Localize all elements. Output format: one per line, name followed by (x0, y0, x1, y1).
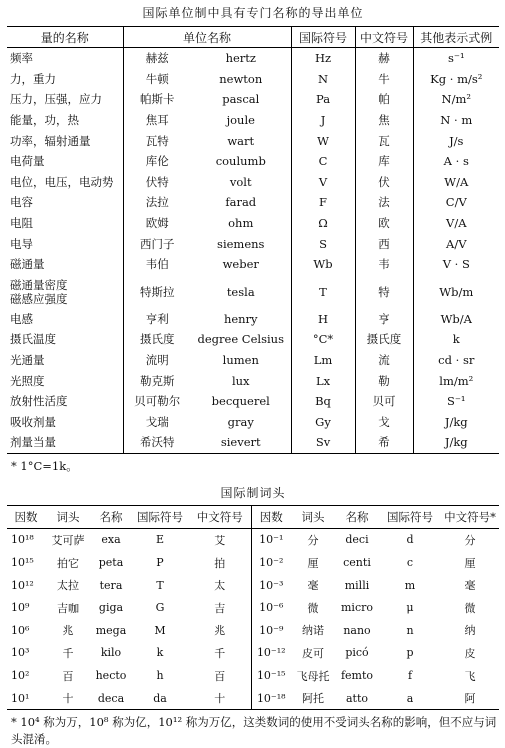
cn-symbol: 勒 (355, 370, 413, 391)
intl-symbol: Wb (291, 254, 355, 275)
header-unit-name: 单位名称 (123, 27, 291, 48)
other-expression: N · m (413, 110, 499, 131)
prefix-factor: 10⁻¹² (251, 642, 291, 665)
unit-name-cn: 瓦特 (123, 130, 191, 151)
prefix-prefix: 皮可 (302, 646, 324, 660)
intl-symbol: Hz (291, 48, 355, 69)
cn-symbol: 欧 (355, 213, 413, 234)
derived-unit-row (7, 391, 499, 412)
cn-symbol: 赫 (355, 48, 413, 69)
prefix-row (7, 574, 499, 597)
prefix-header-name: 名称 (335, 505, 379, 528)
prefix-name: kilo (100, 646, 122, 660)
prefix-prefix: 千 (62, 646, 74, 660)
quantity-name-line: 磁通量密度 (10, 277, 68, 292)
derived-units-table (7, 26, 499, 454)
derived-unit-row (7, 412, 499, 433)
derived-units-header-row (7, 27, 499, 48)
prefix-intl-symbol: P (156, 556, 164, 570)
prefix-header-intl-symbol: 国际符号 (379, 505, 441, 528)
unit-name-en: farad (225, 195, 257, 210)
unit-name-cn: 勒克斯 (123, 370, 191, 391)
prefix-header-name: 名称 (91, 505, 131, 528)
intl-symbol: W (291, 130, 355, 151)
prefix-cn-symbol: 纳 (464, 624, 476, 638)
prefix-prefix: 厘 (307, 556, 319, 570)
prefix-factor: 10⁻¹⁵ (251, 664, 291, 687)
unit-name-en: weber (222, 257, 259, 272)
intl-symbol: Gy (291, 412, 355, 433)
unit-name-cn: 焦耳 (123, 110, 191, 131)
prefix-row (7, 528, 499, 551)
intl-symbol: F (291, 192, 355, 213)
prefix-factor: 10¹ (11, 691, 30, 705)
prefix-cn-symbol: 兆 (214, 624, 226, 638)
cn-symbol: 西 (355, 233, 413, 254)
quantity-name: 电容 (10, 195, 33, 210)
intl-symbol: N (291, 69, 355, 90)
prefix-cn-symbol: 太 (214, 579, 226, 593)
prefix-intl-symbol: h (156, 669, 164, 683)
prefix-intl-symbol: n (406, 623, 414, 637)
prefix-prefix: 微 (307, 601, 319, 615)
intl-symbol: Ω (291, 213, 355, 234)
prefix-intl-symbol: a (406, 691, 414, 705)
quantity-name: 电感 (10, 311, 33, 326)
cn-symbol: 韦 (355, 254, 413, 275)
derived-unit-row (7, 254, 499, 275)
derived-unit-row (7, 151, 499, 172)
prefix-prefix: 毫 (307, 579, 319, 593)
quantity-name: 功率，辐射通量 (10, 133, 91, 148)
prefix-factor: 10⁶ (11, 623, 30, 637)
header-quantity-name: 量的名称 (7, 27, 123, 48)
prefix-row (7, 619, 499, 642)
other-expression: J/kg (413, 412, 499, 433)
other-expression: cd · sr (413, 350, 499, 371)
prefix-factor: 10⁻¹ (251, 528, 291, 551)
quantity-name: 电位，电压，电动势 (10, 174, 114, 189)
prefix-header-factor: 因数 (251, 505, 291, 528)
prefix-prefix: 分 (307, 533, 319, 547)
unit-name-cn: 库伦 (123, 151, 191, 172)
unit-name-cn: 戈瑞 (123, 412, 191, 433)
prefix-intl-symbol: da (153, 691, 167, 705)
header-other-expression: 其他表示式例 (413, 27, 499, 48)
unit-name-en: newton (219, 71, 263, 86)
prefix-intl-symbol: c (406, 556, 414, 570)
prefix-name: exa (101, 533, 121, 547)
unit-name-cn: 赫兹 (123, 48, 191, 69)
other-expression: N/m² (413, 89, 499, 110)
quantity-name: 力，重力 (10, 71, 56, 86)
prefix-intl-symbol: T (156, 578, 164, 592)
unit-name-en: henry (223, 311, 258, 326)
intl-symbol: J (291, 110, 355, 131)
prefix-prefix: 拍它 (57, 556, 79, 570)
cn-symbol: 法 (355, 192, 413, 213)
other-expression: S⁻¹ (413, 391, 499, 412)
prefix-header-cn-symbol: 中文符号 (189, 505, 251, 528)
unit-name-en: becquerel (211, 394, 270, 409)
other-expression: Wb/A (413, 309, 499, 330)
quantity-name: 放射性活度 (10, 394, 68, 409)
quantity-name: 磁通量 (10, 257, 45, 272)
derived-unit-row (7, 432, 499, 453)
quantity-name: 电荷量 (10, 154, 45, 169)
prefix-cn-symbol: 拍 (214, 556, 226, 570)
unit-name-cn: 帕斯卡 (123, 89, 191, 110)
prefix-prefix: 纳诺 (302, 624, 324, 638)
other-expression: Kg · m/s² (413, 69, 499, 90)
prefix-intl-symbol: m (404, 578, 416, 592)
prefix-name: picó (345, 646, 369, 660)
intl-symbol: T (291, 275, 355, 309)
prefix-header-cn-symbol: 中文符号* (441, 505, 499, 528)
prefix-row (7, 551, 499, 574)
other-expression: A · s (413, 151, 499, 172)
prefix-intl-symbol: E (155, 533, 165, 547)
derived-unit-row (7, 370, 499, 391)
unit-name-en: siemens (217, 236, 265, 251)
unit-name-en: hertz (225, 51, 256, 66)
prefix-cn-symbol: 吉 (214, 601, 226, 615)
prefix-cn-symbol: 毫 (464, 579, 476, 593)
prefix-prefix: 十 (62, 692, 74, 706)
prefix-factor: 10⁻² (251, 551, 291, 574)
derived-unit-row (7, 233, 499, 254)
intl-symbol: Lx (291, 370, 355, 391)
prefix-name: atto (345, 691, 369, 705)
prefix-name: nano (343, 623, 371, 637)
prefix-header-factor: 因数 (7, 505, 45, 528)
prefix-prefix: 飞母托 (296, 669, 330, 683)
other-expression: C/V (413, 192, 499, 213)
intl-symbol: °C* (291, 329, 355, 350)
prefix-cn-symbol: 艾 (214, 533, 226, 547)
prefix-prefix: 兆 (62, 624, 74, 638)
cn-symbol: 牛 (355, 69, 413, 90)
quantity-name: 摄氏温度 (10, 332, 56, 347)
prefix-intl-symbol: k (156, 646, 164, 660)
other-expression: Wb/m (413, 275, 499, 309)
prefix-cn-symbol: 皮 (464, 646, 476, 660)
prefix-name: femto (340, 669, 374, 683)
prefix-cn-symbol: 阿 (464, 692, 476, 706)
derived-unit-row (7, 48, 499, 69)
prefix-factor: 10⁻¹⁸ (251, 687, 291, 710)
other-expression: V/A (413, 213, 499, 234)
unit-name-en: lumen (222, 353, 259, 368)
quantity-name: 光照度 (10, 373, 45, 388)
quantity-name: 光通量 (10, 353, 45, 368)
unit-name-cn: 西门子 (123, 233, 191, 254)
cn-symbol: 戈 (355, 412, 413, 433)
prefix-prefix: 吉咖 (57, 601, 79, 615)
prefix-factor: 10¹² (11, 578, 34, 592)
quantity-name: 压力，压强，应力 (10, 92, 102, 107)
intl-symbol: Sv (291, 432, 355, 453)
unit-name-cn: 韦伯 (123, 254, 191, 275)
prefix-prefix: 百 (62, 669, 74, 683)
intl-symbol: V (291, 172, 355, 193)
prefix-name: tera (99, 578, 123, 592)
unit-name-en: volt (229, 174, 252, 189)
prefix-row (7, 687, 499, 710)
intl-symbol: Lm (291, 350, 355, 371)
quantity-name: 能量，功，热 (10, 113, 79, 128)
unit-name-en: lux (231, 373, 250, 388)
document-page (7, 4, 499, 748)
prefixes-table (7, 505, 499, 711)
cn-symbol: 帕 (355, 89, 413, 110)
other-expression: W/A (413, 172, 499, 193)
unit-name-en: joule (226, 113, 255, 128)
header-cn-symbol: 中文符号 (355, 27, 413, 48)
quantity-name: 剂量当量 (10, 435, 56, 450)
quantity-name (7, 275, 123, 309)
unit-name-cn: 牛顿 (123, 69, 191, 90)
unit-name-cn: 欧姆 (123, 213, 191, 234)
derived-unit-row (7, 172, 499, 193)
prefix-cn-symbol: 厘 (464, 556, 476, 570)
unit-name-cn: 贝可勒尔 (123, 391, 191, 412)
intl-symbol: C (291, 151, 355, 172)
derived-unit-row (7, 130, 499, 151)
cn-symbol: 伏 (355, 172, 413, 193)
unit-name-en: sievert (220, 435, 261, 450)
prefixes-title: 国际制词头 (220, 485, 286, 500)
quantity-name: 电阻 (10, 216, 33, 231)
prefix-row (7, 664, 499, 687)
derived-unit-row (7, 110, 499, 131)
prefix-name: centi (343, 556, 371, 570)
cn-symbol: 亨 (355, 309, 413, 330)
derived-unit-row (7, 309, 499, 330)
prefix-name: hecto (95, 669, 127, 683)
prefix-factor: 10¹⁸ (11, 533, 34, 547)
derived-unit-row (7, 329, 499, 350)
prefix-intl-symbol: G (155, 601, 165, 615)
prefix-cn-symbol: 十 (214, 692, 226, 706)
prefix-name: micro (341, 601, 373, 615)
prefix-factor: 10¹⁵ (11, 556, 34, 570)
prefix-factor: 10⁻⁹ (251, 619, 291, 642)
cn-symbol: 瓦 (355, 130, 413, 151)
unit-name-cn: 摄氏度 (123, 329, 191, 350)
unit-name-en: coulumb (215, 154, 266, 169)
prefix-prefix: 阿托 (302, 692, 324, 706)
quantity-name: 频率 (10, 51, 33, 66)
other-expression: V · S (413, 254, 499, 275)
cn-symbol: 特 (355, 275, 413, 309)
prefix-header-prefix: 词头 (45, 505, 91, 528)
prefix-factor: 10² (11, 669, 30, 683)
intl-symbol: S (291, 233, 355, 254)
unit-name-en: tesla (226, 284, 255, 299)
prefix-prefix: 太拉 (57, 579, 79, 593)
prefix-cn-symbol: 飞 (464, 669, 476, 683)
intl-symbol: Bq (291, 391, 355, 412)
prefix-header-prefix: 词头 (291, 505, 335, 528)
intl-symbol: H (291, 309, 355, 330)
intl-symbol: Pa (291, 89, 355, 110)
derived-unit-row (7, 89, 499, 110)
cn-symbol: 摄氏度 (355, 329, 413, 350)
prefix-cn-symbol: 百 (214, 669, 226, 683)
derived-unit-row (7, 350, 499, 371)
prefix-name: milli (344, 578, 370, 592)
prefix-factor: 10⁻⁶ (251, 596, 291, 619)
prefix-cn-symbol: 分 (464, 533, 476, 547)
prefix-factor: 10⁻³ (251, 574, 291, 597)
quantity-name: 吸收剂量 (10, 414, 56, 429)
prefixes-footnote: * 10⁴ 称为万，10⁸ 称为亿，10¹² 称为万亿，这类数词的使用不受词头名称的影响，但不应与词头混淆。 (11, 715, 497, 747)
unit-name-cn: 法拉 (123, 192, 191, 213)
prefix-header-intl-symbol: 国际符号 (131, 505, 189, 528)
cn-symbol: 库 (355, 151, 413, 172)
unit-name-cn: 流明 (123, 350, 191, 371)
unit-name-cn: 希沃特 (123, 432, 191, 453)
other-expression: A/V (413, 233, 499, 254)
prefix-intl-symbol: f (407, 669, 413, 683)
prefix-prefix: 艾可萨 (51, 533, 85, 547)
derived-unit-row (7, 213, 499, 234)
prefix-name: deci (345, 533, 369, 547)
prefix-name: deca (97, 691, 125, 705)
unit-name-en: degree Celsius (197, 332, 284, 347)
prefix-intl-symbol: M (154, 623, 166, 637)
derived-units-title: 国际单位制中具有专门名称的导出单位 (142, 6, 364, 20)
prefix-cn-symbol: 微 (464, 601, 476, 615)
prefix-factor: 10⁹ (11, 601, 30, 615)
cn-symbol: 贝可 (355, 391, 413, 412)
quantity-name-line: 磁感应强度 (10, 291, 68, 306)
other-expression: lm/m² (413, 370, 499, 391)
cn-symbol: 焦 (355, 110, 413, 131)
unit-name-en: wart (227, 133, 255, 148)
header-intl-symbol: 国际符号 (291, 27, 355, 48)
prefix-row (7, 596, 499, 619)
prefixes-header-row (7, 505, 499, 528)
other-expression: J/s (413, 130, 499, 151)
derived-unit-row (7, 275, 499, 309)
derived-unit-row (7, 69, 499, 90)
other-expression: k (413, 329, 499, 350)
derived-unit-row (7, 192, 499, 213)
quantity-name: 电导 (10, 236, 33, 251)
unit-name-en: pascal (222, 92, 260, 107)
unit-name-en: ohm (228, 216, 254, 231)
unit-name-cn: 特斯拉 (123, 275, 191, 309)
other-expression: J/kg (413, 432, 499, 453)
prefix-name: giga (98, 601, 124, 615)
unit-name-cn: 伏特 (123, 172, 191, 193)
unit-name-cn: 亨利 (123, 309, 191, 330)
prefix-intl-symbol: d (406, 533, 414, 547)
derived-units-footnote: * 1°C=1k。 (11, 458, 78, 473)
prefix-factor: 10³ (11, 646, 30, 660)
cn-symbol: 希 (355, 432, 413, 453)
other-expression: s⁻¹ (413, 48, 499, 69)
prefix-name: mega (95, 623, 127, 637)
prefix-intl-symbol: μ (406, 601, 414, 615)
unit-name-en: gray (227, 414, 254, 429)
cn-symbol: 流 (355, 350, 413, 371)
prefix-cn-symbol: 千 (214, 646, 226, 660)
prefix-name: peta (98, 556, 124, 570)
prefix-intl-symbol: p (406, 646, 414, 660)
prefix-row (7, 642, 499, 665)
